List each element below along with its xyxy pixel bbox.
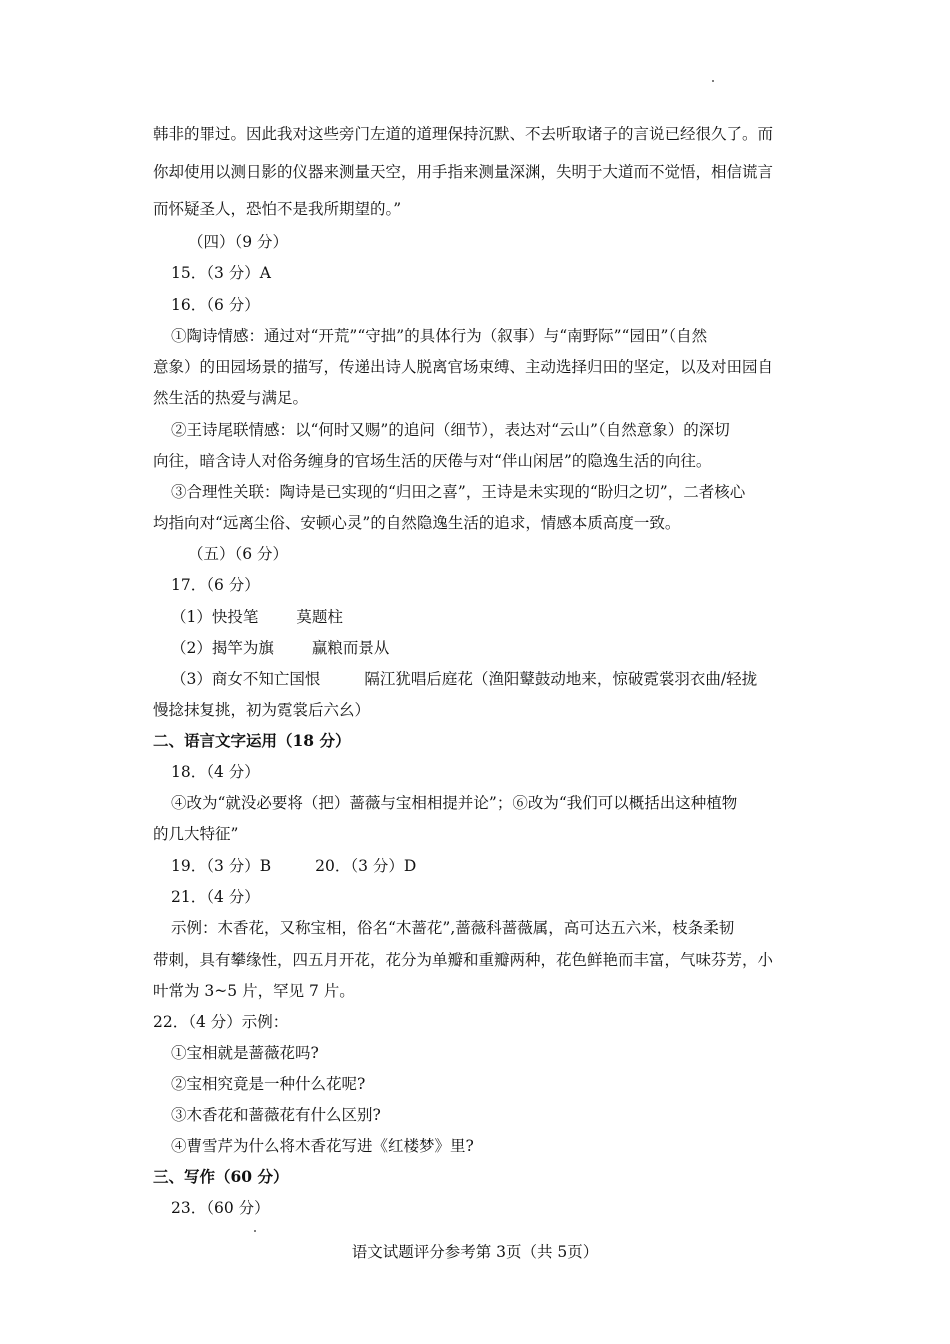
q21-answer-line-2: 带刺，具有攀缘性，四五月开花，花分为单瓣和重瓣两种，花色鲜艳而丰富，气味芬芳，小 <box>153 951 774 969</box>
q18-answer-line-2: 的几大特征” <box>153 825 239 843</box>
q17-answer-3 <box>171 669 757 689</box>
question-18: 18．（4 分） <box>171 763 260 781</box>
q22-item: ③木香花和蔷薇花有什么区别? <box>171 1106 381 1124</box>
q16-point-1-line-3: 然生活的热爱与满足。 <box>153 389 309 407</box>
q17-answer-3-text: 隔江犹唱后庭花（渔阳鼙鼓动地来，惊破霓裳羽衣曲/轻拢 <box>364 670 758 688</box>
q17-answer-2 <box>171 638 389 658</box>
q16-point-2-line-1: ②王诗尾联情感：以“何时又赐”的追问（细节），表达对“云山”（自然意象）的深切 <box>171 421 730 439</box>
answer-15: 15．（3 分）A <box>171 264 271 282</box>
answer-19: 19．（3 分）B <box>171 857 272 875</box>
section-5-heading: （五）（6 分） <box>188 545 289 563</box>
q22-item: ①宝相就是蔷薇花吗? <box>171 1044 319 1062</box>
section-4-heading: （四）（9 分） <box>188 233 289 251</box>
translation-line-2: 你却使用以测日影的仪器来测量天空，用手指来测量深渊，失明于大道而不觉悟，相信谎言 <box>153 163 774 181</box>
translation-line-1: 韩非的罪过。因此我对这些旁门左道的道理保持沉默、不去听取诸子的言说已经很久了。而 <box>153 125 774 143</box>
part-2-heading: 二、语言文字运用（18 分） <box>153 731 351 750</box>
q17-answer-1-text: 莫题柱 <box>296 608 343 626</box>
answer-20: 20．（3 分）D <box>315 857 417 875</box>
translation-line-3: 而怀疑圣人，恐怕不是我所期望的。” <box>153 200 402 218</box>
q16-point-1-line-2: 意象）的田园场景的描写，传递出诗人脱离官场束缚、主动选择归田的坚定，以及对田园自 <box>153 358 774 376</box>
question-22: 22．（4 分）示例： <box>153 1013 289 1031</box>
question-21: 21．（4 分） <box>171 888 260 906</box>
q16-point-1-line-1: ①陶诗情感：通过对“开荒”“守拙”的具体行为（叙事）与“南野际”“园田”（自然 <box>171 327 708 345</box>
question-23: 23．（60 分） <box>171 1199 270 1217</box>
scan-speck <box>712 80 714 82</box>
page-footer: 语文试题评分参考第 3页（共 5页） <box>351 1243 599 1261</box>
q17-answer-3-label: （3）商女不知亡国恨 <box>171 670 321 688</box>
q17-answer-1 <box>171 607 343 627</box>
q17-answer-3-line-2: 慢捻抹复挑，初为霓裳后六幺） <box>153 701 371 719</box>
q18-answer-line-1: ④改为“就没必要将（把）蔷薇与宝相相提并论”；⑥改为“我们可以概括出这种植物 <box>171 794 738 812</box>
q17-answer-2-label: （2）揭竿为旗 <box>171 639 274 657</box>
q22-item: ④曹雪芹为什么将木香花写进《红楼梦》里? <box>171 1137 474 1155</box>
scan-speck <box>254 1230 256 1232</box>
q21-answer-line-3: 叶常为 3~5 片，罕见 7 片。 <box>153 982 355 1000</box>
q16-point-3-line-1: ③合理性关联：陶诗是已实现的“归田之喜”，王诗是未实现的“盼归之切”，二者核心 <box>171 483 746 501</box>
q21-answer-line-1: 示例：木香花，又称宝相，俗名“木蔷花”,蔷薇科蔷薇属，高可达五六米，枝条柔韧 <box>171 919 735 937</box>
part-3-heading: 三、写作（60 分） <box>153 1167 289 1186</box>
q16-point-3-line-2: 均指向对“远离尘俗、安顿心灵”的自然隐逸生活的追求，情感本质高度一致。 <box>153 514 681 532</box>
q17-answer-2-text: 赢粮而景从 <box>311 639 390 657</box>
question-16: 16．（6 分） <box>171 296 260 314</box>
q16-point-2-line-2: 向往，暗含诗人对俗务缠身的官场生活的厌倦与对“伴山闲居”的隐逸生活的向往。 <box>153 452 712 470</box>
q22-item: ②宝相究竟是一种什么花呢? <box>171 1075 366 1093</box>
q17-answer-1-label: （1）快投笔 <box>171 608 259 626</box>
question-17: 17．（6 分） <box>171 576 260 594</box>
answers-19-20 <box>171 856 416 876</box>
